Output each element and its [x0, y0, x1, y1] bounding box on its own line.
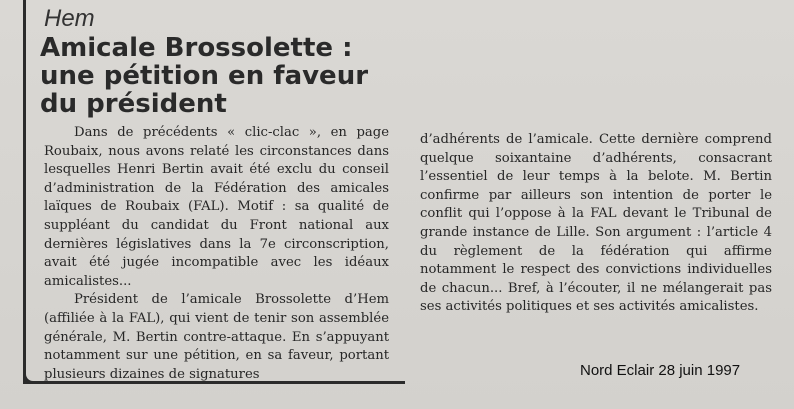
article-column-left: [44, 124, 389, 384]
article-column-right: [420, 131, 772, 317]
article-paragraph: Président de l’amicale Brossolette d’Hem (affiliée à la FAL), qui vient de tenir son assemblée générale, M. Bertin contre-attaque. En s’appuyant notamment sur une pétition, en sa faveur, portant plusieurs dizaines de signatures: [44, 292, 389, 382]
article-paragraph: Dans de précédents « clic-clac », en page Roubaix, nous avons relaté les circonstances dans lesquelles Henri Bertin avait été exclu du conseil d’administration de la Fédération des amicales laïques de Roubaix (FAL). Motif : sa qualité de suppléant du candidat du Front national aux dernières législatives dans la 7e circonscription, avait été jugée incompatible avec les idéaux amicalistes...: [44, 125, 389, 289]
article-paragraph: d’adhérents de l’amicale. Cette dernière comprend quelque soixantaine d’adhérents, consacrant l’essentiel de leur temps à la belote. M. Bertin confirme par ailleurs son intention de porter le conflit qui l’oppose à la FAL devant le Tribunal de grande instance de Lille. Son argument : l’article 4 du règlement de la fédération qui affirme notamment le respect des convictions individuelles de chacun... Bref, à l’écouter, il ne mélangerait pas ses activités politiques et ses activités amicalistes.: [420, 132, 772, 315]
source-caption: Nord Eclair 28 juin 1997: [580, 362, 741, 379]
article-headline: Amicale Brossolette : une pétition en faveur du président: [40, 33, 369, 119]
article-kicker: Hem: [44, 5, 95, 32]
left-border-rule: [23, 0, 26, 384]
